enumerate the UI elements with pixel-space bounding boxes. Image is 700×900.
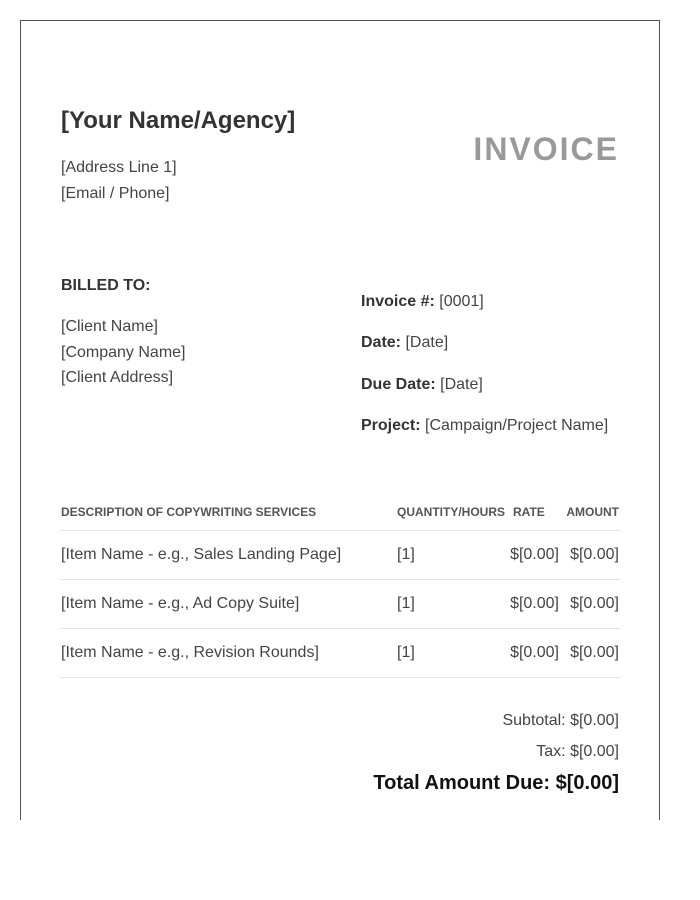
row-description: [Item Name - e.g., Sales Landing Page] xyxy=(61,546,342,563)
project xyxy=(361,417,608,435)
billed-to-label: BILLED TO: xyxy=(61,277,151,294)
sender-contact: [Email / Phone] xyxy=(61,185,170,202)
invoice-page xyxy=(20,20,660,820)
invoice-number xyxy=(361,293,484,311)
tax: Tax: $[0.00] xyxy=(536,743,619,760)
row-description: [Item Name - e.g., Revision Rounds] xyxy=(61,644,319,661)
invoice-number-value: [0001] xyxy=(439,293,484,310)
sender-address: [Address Line 1] xyxy=(61,159,177,176)
invoice-date-label: Date: xyxy=(361,334,402,351)
subtotal: Subtotal: $[0.00] xyxy=(502,712,619,729)
due-date xyxy=(361,376,483,394)
row-quantity: [1] xyxy=(397,546,415,563)
row-description: [Item Name - e.g., Ad Copy Suite] xyxy=(61,595,300,612)
client-name: [Client Name] xyxy=(61,318,158,335)
due-date-value: [Date] xyxy=(440,376,483,393)
row-rate: $[0.00] xyxy=(510,644,559,661)
project-label: Project: xyxy=(361,417,421,434)
row-rate: $[0.00] xyxy=(510,546,559,563)
total-amount-due: Total Amount Due: $[0.00] xyxy=(373,772,619,794)
column-header-rate: RATE xyxy=(513,505,545,519)
table-divider xyxy=(61,530,621,531)
table-divider xyxy=(61,677,621,678)
invoice-number-label: Invoice #: xyxy=(361,293,435,310)
row-amount: $[0.00] xyxy=(570,595,619,612)
column-header-quantity: QUANTITY/HOURS xyxy=(397,505,505,519)
column-header-description: DESCRIPTION OF COPYWRITING SERVICES xyxy=(61,505,317,519)
row-rate: $[0.00] xyxy=(510,595,559,612)
row-amount: $[0.00] xyxy=(570,546,619,563)
due-date-label: Due Date: xyxy=(361,376,436,393)
invoice-date-value: [Date] xyxy=(405,334,449,351)
row-quantity: [1] xyxy=(397,644,415,661)
row-amount: $[0.00] xyxy=(570,644,619,661)
invoice-date xyxy=(361,334,448,352)
column-header-amount: AMOUNT xyxy=(566,505,619,519)
invoice-title: INVOICE xyxy=(473,131,619,167)
project-value: [Campaign/Project Name] xyxy=(425,417,609,434)
sender-name: [Your Name/Agency] xyxy=(61,107,296,134)
row-quantity: [1] xyxy=(397,595,415,612)
table-divider xyxy=(61,628,621,629)
table-divider xyxy=(61,579,621,580)
client-address: [Client Address] xyxy=(61,369,174,386)
company-name: [Company Name] xyxy=(61,344,186,361)
